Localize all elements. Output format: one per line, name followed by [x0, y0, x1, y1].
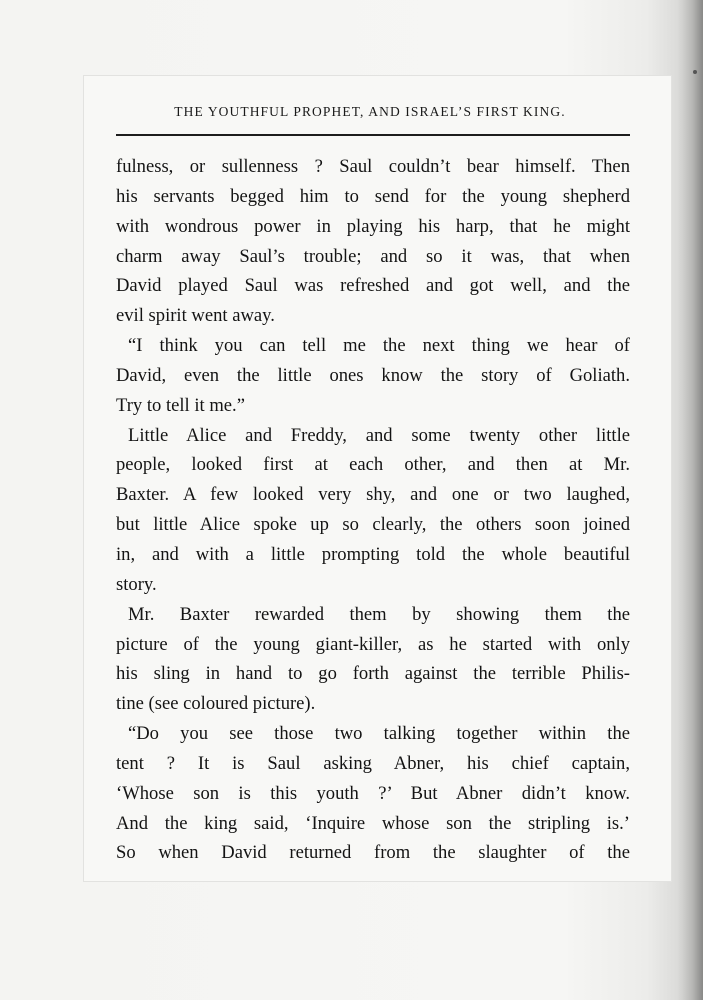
text-line: story. — [116, 573, 157, 595]
text-line: with wondrous power in playing his harp, that he might — [116, 215, 630, 237]
text-line: picture of the young giant-killer, as he started with only — [116, 633, 630, 655]
text-line: Mr. Baxter rewarded them by showing them the — [128, 603, 630, 625]
text-line: David played Saul was refreshed and got well, and the — [116, 275, 630, 297]
text-line: tent ? It is Saul asking Abner, his chief captain, — [116, 752, 630, 774]
text-line: “Do you see those two talking together within the — [128, 723, 630, 745]
text-line: Baxter. A few looked very shy, and one or two laughed, — [116, 484, 630, 506]
text-line: And the king said, ‘Inquire whose son the stripling is.’ — [116, 812, 630, 834]
text-line: Little Alice and Freddy, and some twenty other little — [128, 424, 630, 446]
page-mark — [693, 70, 697, 74]
text-line: David, even the little ones know the story of Goliath. — [116, 364, 630, 386]
text-line: his sling in hand to go forth against the terrible Philis- — [116, 663, 630, 685]
text-line: fulness, or sullenness ? Saul couldn’t bear himself. Then — [116, 156, 630, 177]
text-line: “I think you can tell me the next thing we hear of — [128, 335, 630, 357]
text-line: tine (see coloured picture). — [116, 693, 316, 715]
text-line: people, looked first at each other, and then at Mr. — [116, 454, 630, 476]
text-line: Try to tell it me.” — [116, 394, 245, 416]
text-line: in, and with a little prompting told the whole beautiful — [116, 543, 630, 565]
body-text — [116, 152, 630, 868]
running-head: THE YOUTHFUL PROPHET, AND ISRAEL’S FIRST KING. — [174, 104, 566, 119]
text-line: charm away Saul’s trouble; and so it was, that when — [116, 245, 630, 267]
text-line: So when David returned from the slaughter of the — [116, 842, 630, 864]
text-line: evil spirit went away. — [116, 305, 275, 327]
text-line: ‘Whose son is this youth ?’ But Abner didn’t know. — [116, 782, 630, 804]
binding-shadow — [677, 0, 703, 1000]
text-line: but little Alice spoke up so clearly, the others soon joined — [116, 514, 630, 536]
text-line: his servants begged him to send for the young shepherd — [116, 185, 630, 207]
header-rule — [116, 134, 630, 136]
